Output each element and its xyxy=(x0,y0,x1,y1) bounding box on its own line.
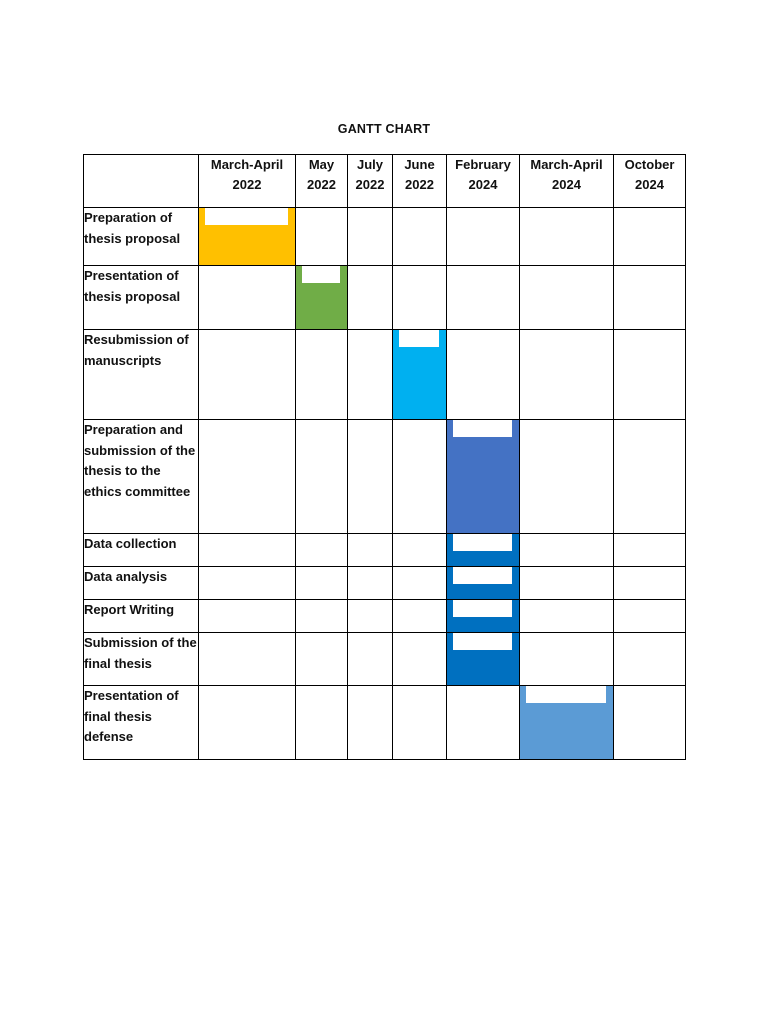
empty-timeline-cell xyxy=(296,534,348,567)
empty-timeline-cell xyxy=(393,208,447,266)
gantt-bar-label-box xyxy=(453,420,512,437)
column-header: March-April 2024 xyxy=(520,155,614,208)
empty-timeline-cell xyxy=(296,208,348,266)
gantt-bar-cell xyxy=(296,266,348,330)
empty-timeline-cell xyxy=(614,600,686,633)
gantt-bar xyxy=(447,567,519,599)
task-row xyxy=(84,600,686,633)
empty-timeline-cell xyxy=(296,330,348,420)
empty-timeline-cell xyxy=(348,534,393,567)
empty-timeline-cell xyxy=(614,420,686,534)
gantt-bar-label-box xyxy=(526,686,606,703)
gantt-bar-cell xyxy=(520,686,614,760)
empty-timeline-cell xyxy=(393,266,447,330)
task-name-cell: Submission of the final thesis xyxy=(84,633,199,686)
gantt-bar-label-box xyxy=(453,567,512,584)
chart-title: GANTT CHART xyxy=(337,122,431,136)
empty-timeline-cell xyxy=(520,208,614,266)
empty-timeline-cell xyxy=(393,534,447,567)
empty-timeline-cell xyxy=(348,266,393,330)
column-header: March-April 2022 xyxy=(199,155,296,208)
task-name-cell: Preparation and submission of the thesis to the ethics committee xyxy=(84,420,199,534)
empty-timeline-cell xyxy=(614,567,686,600)
task-row xyxy=(84,330,686,420)
empty-timeline-cell xyxy=(199,330,296,420)
empty-timeline-cell xyxy=(520,330,614,420)
empty-timeline-cell xyxy=(614,686,686,760)
column-header: February 2024 xyxy=(447,155,520,208)
empty-timeline-cell xyxy=(520,567,614,600)
task-name-cell: Presentation of thesis proposal xyxy=(84,266,199,330)
gantt-bar-cell xyxy=(447,534,520,567)
empty-timeline-cell xyxy=(614,330,686,420)
gantt-bar xyxy=(393,330,446,419)
task-row xyxy=(84,633,686,686)
empty-timeline-cell xyxy=(393,633,447,686)
gantt-bar-label-box xyxy=(453,633,512,650)
header-row xyxy=(84,155,686,208)
empty-timeline-cell xyxy=(348,420,393,534)
empty-timeline-cell xyxy=(520,600,614,633)
gantt-bar-cell xyxy=(447,567,520,600)
gantt-bar-label-box xyxy=(302,266,340,283)
gantt-bar xyxy=(447,420,519,533)
task-name-cell: Report Writing xyxy=(84,600,199,633)
empty-timeline-cell xyxy=(348,208,393,266)
empty-timeline-cell xyxy=(199,567,296,600)
gantt-bar-label-box xyxy=(399,330,439,347)
empty-timeline-cell xyxy=(348,633,393,686)
empty-timeline-cell xyxy=(199,420,296,534)
empty-timeline-cell xyxy=(520,633,614,686)
empty-timeline-cell xyxy=(447,208,520,266)
empty-timeline-cell xyxy=(348,600,393,633)
task-row xyxy=(84,420,686,534)
gantt-bar-label-box xyxy=(453,600,512,617)
empty-timeline-cell xyxy=(296,633,348,686)
empty-timeline-cell xyxy=(199,534,296,567)
empty-timeline-cell xyxy=(199,600,296,633)
empty-timeline-cell xyxy=(199,686,296,760)
empty-timeline-cell xyxy=(348,330,393,420)
task-row xyxy=(84,208,686,266)
gantt-bar xyxy=(199,208,295,265)
task-row xyxy=(84,534,686,567)
empty-timeline-cell xyxy=(199,633,296,686)
empty-timeline-cell xyxy=(348,567,393,600)
gantt-bar-cell xyxy=(199,208,296,266)
task-row xyxy=(84,686,686,760)
task-row xyxy=(84,567,686,600)
empty-timeline-cell xyxy=(447,330,520,420)
empty-timeline-cell xyxy=(520,534,614,567)
empty-timeline-cell xyxy=(296,686,348,760)
empty-timeline-cell xyxy=(296,600,348,633)
empty-timeline-cell xyxy=(614,266,686,330)
empty-timeline-cell xyxy=(614,534,686,567)
gantt-bar-cell xyxy=(447,600,520,633)
task-name-cell: Data collection xyxy=(84,534,199,567)
gantt-bar-label-box xyxy=(453,534,512,551)
task-name-cell: Resubmission of manuscripts xyxy=(84,330,199,420)
gantt-bar-cell xyxy=(447,633,520,686)
empty-timeline-cell xyxy=(199,266,296,330)
empty-timeline-cell xyxy=(393,686,447,760)
empty-timeline-cell xyxy=(520,266,614,330)
task-row xyxy=(84,266,686,330)
gantt-bar xyxy=(296,266,347,329)
column-header: June 2022 xyxy=(393,155,447,208)
task-name-cell: Data analysis xyxy=(84,567,199,600)
gantt-table xyxy=(83,154,686,760)
empty-timeline-cell xyxy=(393,567,447,600)
empty-timeline-cell xyxy=(393,420,447,534)
empty-timeline-cell xyxy=(348,686,393,760)
column-header: October 2024 xyxy=(614,155,686,208)
gantt-bar-cell xyxy=(447,420,520,534)
empty-timeline-cell xyxy=(393,600,447,633)
header-corner-cell xyxy=(84,155,199,208)
gantt-bar xyxy=(447,600,519,632)
empty-timeline-cell xyxy=(614,208,686,266)
empty-timeline-cell xyxy=(447,686,520,760)
task-name-cell: Presentation of final thesis defense xyxy=(84,686,199,760)
empty-timeline-cell xyxy=(296,420,348,534)
empty-timeline-cell xyxy=(296,567,348,600)
empty-timeline-cell xyxy=(447,266,520,330)
gantt-bar-label-box xyxy=(205,208,288,225)
column-header: July 2022 xyxy=(348,155,393,208)
gantt-bar xyxy=(520,686,613,759)
gantt-bar-cell xyxy=(393,330,447,420)
empty-timeline-cell xyxy=(614,633,686,686)
gantt-bar xyxy=(447,534,519,566)
empty-timeline-cell xyxy=(520,420,614,534)
gantt-bar xyxy=(447,633,519,685)
column-header: May 2022 xyxy=(296,155,348,208)
task-name-cell: Preparation of thesis proposal xyxy=(84,208,199,266)
